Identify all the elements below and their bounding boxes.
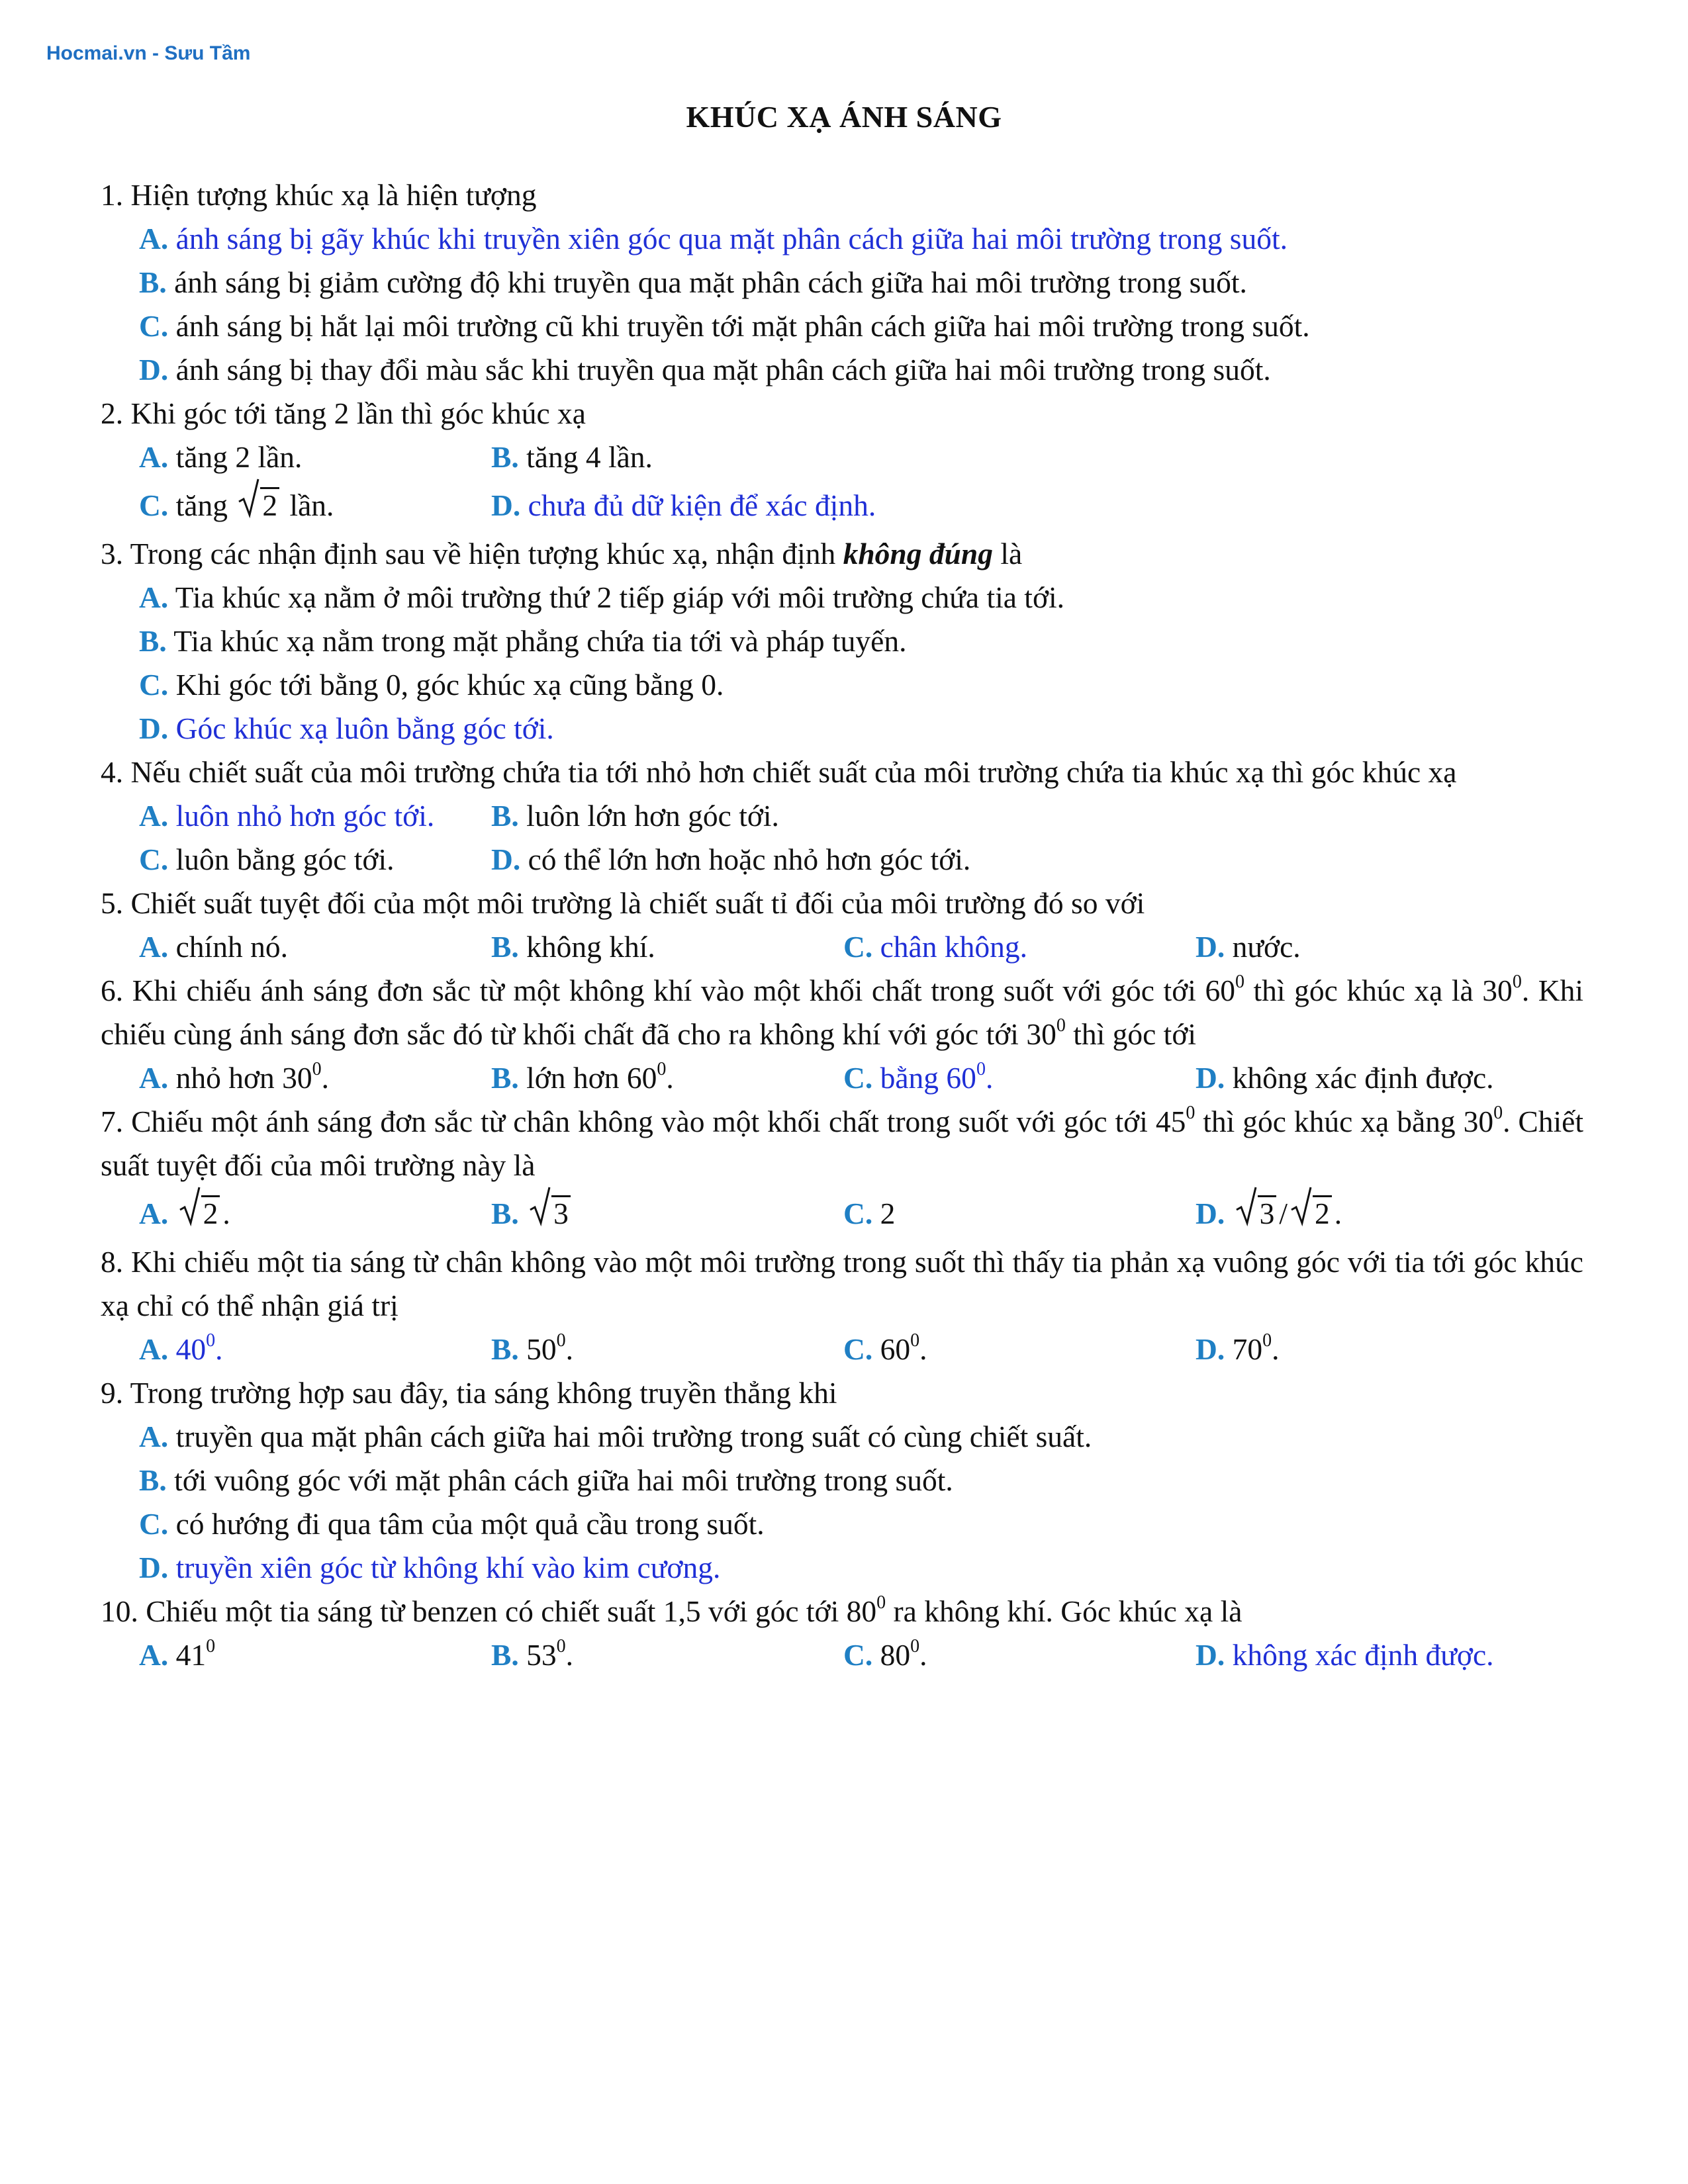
question-10-options [101, 1633, 1583, 1677]
question-5-option-d: D. nước. [1196, 930, 1301, 964]
question-10-option-c: C. $80^0$. [843, 1636, 927, 1672]
sqrt-symbol: 3 [1235, 1187, 1277, 1240]
question-10-option-b: B. $53^0$. [491, 1636, 573, 1672]
question-7-options [101, 1187, 1583, 1240]
question-6-stem: 6. Khi chiếu ánh sáng đơn sắc từ một không khí vào một khối chất trong suốt với góc tới $60^0$ thì góc khúc xạ là $30^0$. Khi chiếu cùng ánh sáng đơn sắc đó từ khối chất đã cho ra không khí với góc tới $30^0$ thì góc tới [101, 972, 1584, 1051]
question-4-option-c: C. luôn bằng góc tới. [139, 842, 395, 876]
question-4-options-row-2 [101, 838, 1583, 882]
question-8-options [101, 1328, 1583, 1371]
question-6-option-b: B. lớn hơn $60^0$. [491, 1059, 674, 1095]
question-10-option-a: A. $41^0$ [139, 1636, 216, 1672]
question-8-option-c: C. $60^0$. [843, 1330, 927, 1366]
question-5-option-c: C. chân không. [843, 930, 1027, 964]
question-3-option-b: B. Tia khúc xạ nằm trong mặt phẳng chứa tia tới và pháp tuyến. [139, 624, 907, 658]
question-10-stem: 10. Chiếu một tia sáng từ benzen có chiết suất 1,5 với góc tới $80^0$ ra không khí. Góc khúc xạ là [101, 1592, 1243, 1628]
sqrt-symbol: 2 [179, 1187, 220, 1240]
question-5-stem: 5. Chiết suất tuyệt đối của một môi trường là chiết suất tỉ đối của môi trường đó so với [101, 886, 1145, 920]
question-8-stem: 8. Khi chiếu một tia sáng từ chân không vào một môi trường trong suốt thì thấy tia phản xạ vuông góc với tia tới góc khúc xạ chỉ có thể nhận giá trị [101, 1245, 1583, 1322]
question-8-option-d: D. $70^0$. [1196, 1330, 1280, 1366]
sqrt-symbol: 2 [238, 479, 279, 532]
question-1-option-d: D. ánh sáng bị thay đổi màu sắc khi truyền qua mặt phân cách giữa hai môi trường trong suốt. [139, 353, 1271, 387]
question-8-option-a: A. $40^0$. [139, 1330, 223, 1366]
question-5-option-b: B. không khí. [491, 930, 655, 964]
sqrt-symbol: 3 [529, 1187, 571, 1240]
question-6-option-c: C. bằng $60^0$. [843, 1059, 994, 1095]
question-9-option-c: C. có hướng đi qua tâm của một quả cầu trong suốt. [139, 1507, 765, 1541]
question-7-option-a: A. 2 . [139, 1187, 491, 1240]
question-2-option-b: B. tăng 4 lần. [491, 440, 653, 474]
question-9-option-b: B. tới vuông góc với mặt phân cách giữa hai môi trường trong suốt. [139, 1463, 953, 1497]
question-9-option-d: D. truyền xiên góc từ không khí vào kim cương. [139, 1551, 721, 1584]
question-5-options [101, 925, 1583, 969]
question-7-stem: 7. Chiếu một ánh sáng đơn sắc từ chân không vào một khối chất trong suốt với góc tới $45^0$ thì góc khúc xạ bằng $30^0$. Chiết suất tuyệt đối của môi trường này là [101, 1103, 1583, 1182]
question-6-options [101, 1056, 1583, 1100]
sqrt-symbol: 2 [1290, 1187, 1332, 1240]
question-9-option-a: A. truyền qua mặt phân cách giữa hai môi trường trong suất có cùng chiết suất. [139, 1420, 1092, 1453]
question-1-stem: 1. Hiện tượng khúc xạ là hiện tượng [101, 178, 537, 212]
question-2-option-a: A. tăng 2 lần. [139, 440, 303, 474]
page-title: KHÚC XẠ ÁNH SÁNG [686, 100, 1002, 134]
question-8-option-b: B. $50^0$. [491, 1330, 573, 1366]
question-3-stem: 3. Trong các nhận định sau về hiện tượng khúc xạ, nhận định không đúng là [101, 537, 1023, 570]
question-7-option-b: B. 3 [491, 1187, 843, 1240]
question-4-option-a: A. luôn nhỏ hơn góc tới. [139, 799, 435, 833]
site-watermark: Hocmai.vn - Sưu Tầm [46, 42, 251, 64]
question-4-stem: 4. Nếu chiết suất của môi trường chứa tia tới nhỏ hơn chiết suất của môi trường chứa tia khúc xạ thì góc khúc xạ [101, 755, 1457, 789]
question-6-option-d: D. không xác định được. [1196, 1061, 1494, 1095]
question-7-option-d: D. 3 / 2 . [1196, 1187, 1342, 1240]
question-4-option-b: B. luôn lớn hơn góc tới. [491, 799, 779, 833]
question-1-option-c: C. ánh sáng bị hắt lại môi trường cũ khi truyền tới mặt phân cách giữa hai môi trường trong suốt. [139, 309, 1310, 343]
question-2-option-c: C. tăng 2 lần. [139, 479, 491, 532]
question-2-stem: 2. Khi góc tới tăng 2 lần thì góc khúc xạ [101, 396, 586, 430]
question-4-option-d: D. có thể lớn hơn hoặc nhỏ hơn góc tới. [491, 842, 971, 876]
question-2-options-row-2 [101, 479, 1583, 532]
question-2-option-d: D. chưa đủ dữ kiện để xác định. [491, 488, 876, 522]
question-10-option-d: D. không xác định được. [1196, 1638, 1494, 1672]
question-2-options-row-1 [101, 435, 1583, 479]
question-7-option-c: C. 2 [843, 1197, 896, 1230]
question-4-options-row-1 [101, 794, 1583, 838]
question-5-option-a: A. chính nó. [139, 930, 288, 964]
question-3-option-a: A. Tia khúc xạ nằm ở môi trường thứ 2 tiếp giáp với môi trường chứa tia tới. [139, 580, 1065, 614]
question-6-option-a: A. nhỏ hơn $30^0$. [139, 1059, 330, 1095]
question-9-stem: 9. Trong trường hợp sau đây, tia sáng không truyền thẳng khi [101, 1376, 837, 1410]
question-3-option-c: C. Khi góc tới bằng 0, góc khúc xạ cũng bằng 0. [139, 668, 724, 702]
question-3-option-d: D. Góc khúc xạ luôn bằng góc tới. [139, 711, 554, 745]
question-1-option-a: A. ánh sáng bị gãy khúc khi truyền xiên góc qua mặt phân cách giữa hai môi trường trong suốt. [139, 222, 1288, 255]
question-list [101, 173, 1583, 1677]
question-1-option-b: B. ánh sáng bị giảm cường độ khi truyền qua mặt phân cách giữa hai môi trường trong suốt. [139, 265, 1247, 299]
